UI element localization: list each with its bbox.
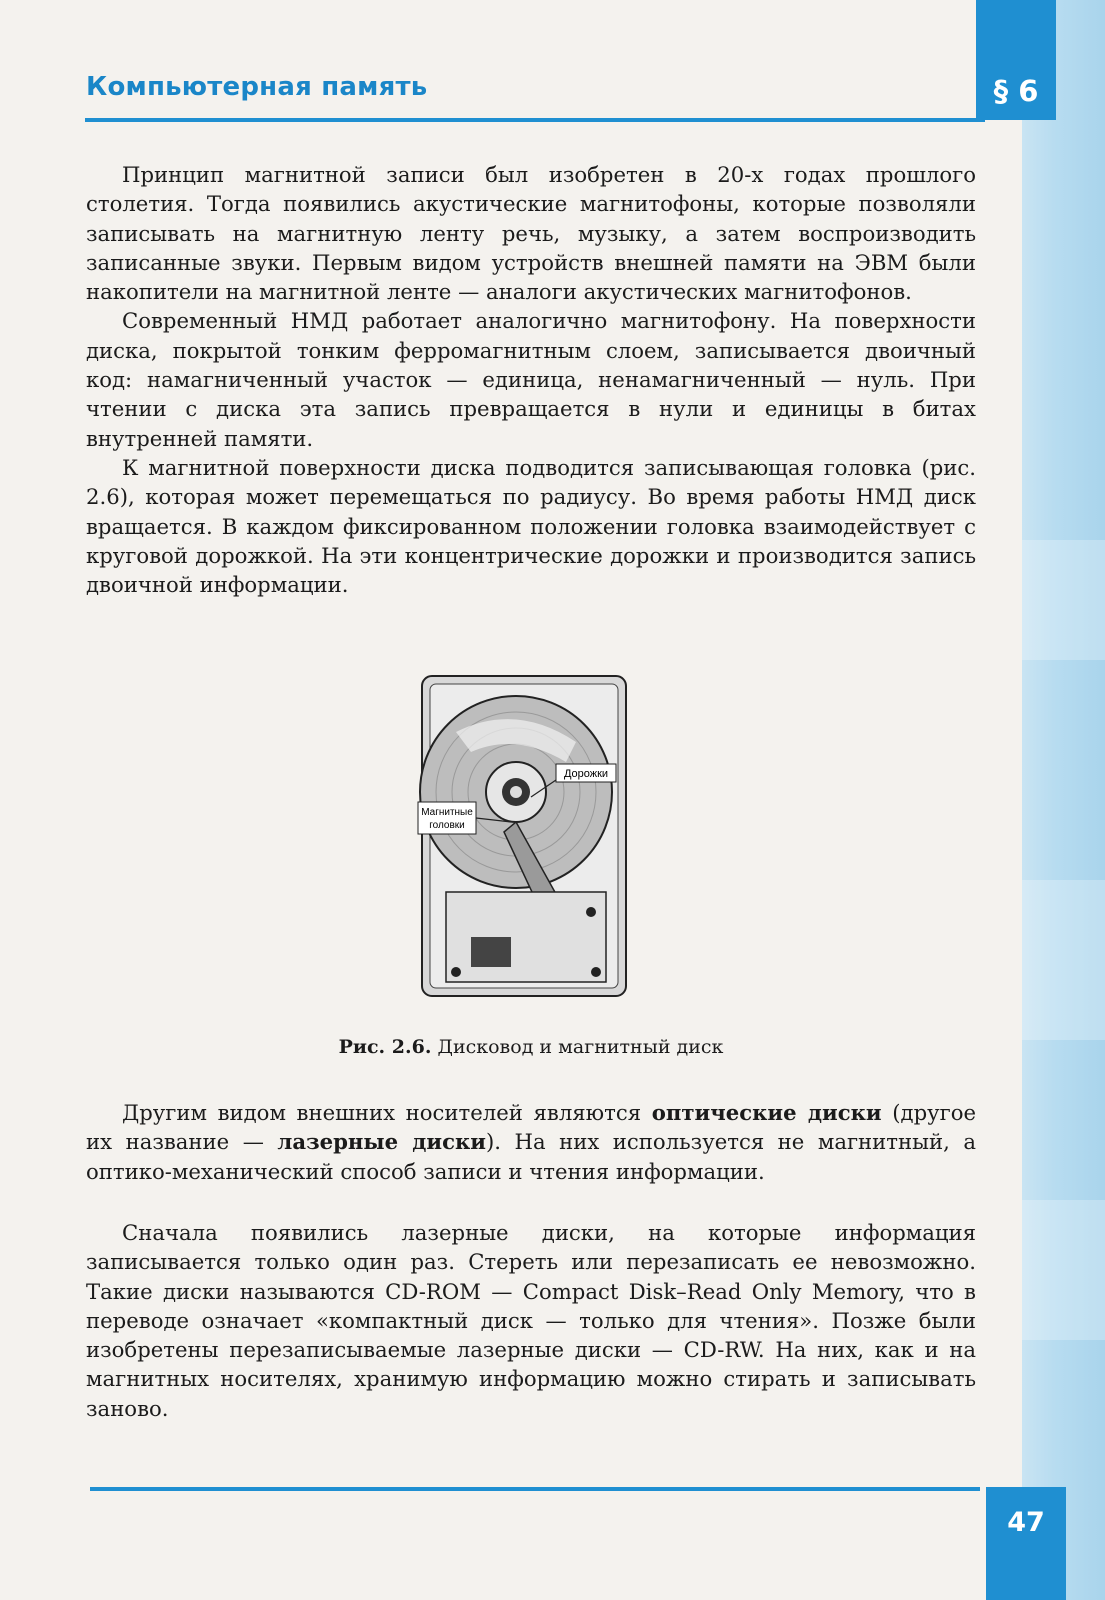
term-optical-disks: оптические диски: [651, 1100, 882, 1125]
side-decor-strip: [1022, 0, 1105, 1600]
paragraph-modern-hdd: Современный НМД работает аналогично магнитофону. На поверхности диска, покрытой тонким ферромагнитным слоем, записывается двоичный код: намагниченный участок — единица, ненамагниченный — нуль. При чтении с диска эта запись превращается в нули и единицы в битах внутренней памяти.: [86, 308, 976, 451]
label-heads-line2: головки: [429, 820, 465, 831]
label-tracks: Дорожки: [563, 768, 609, 780]
hard-drive-figure: [416, 672, 632, 1002]
page-number: 47: [1007, 1507, 1045, 1538]
caption-text: Дисковод и магнитный диск: [431, 1036, 724, 1058]
section-label: § 6: [993, 74, 1039, 108]
text-block-cd: [86, 1218, 976, 1423]
paragraph-magnetic-recording: Принцип магнитной записи был изобретен в 20-х годах прошлого столетия. Тогда появились акустические магнитофоны, которые позволяли записывать на магнитную ленту речь, музыку, а затем воспроизводить записанные звуки. Первым видом устройств внешней памяти на ЭВМ были накопители на магнитной ленте — аналоги акустических магнитофонов.: [86, 162, 976, 305]
text-block-bottom: [86, 1098, 976, 1186]
term-laser-disks: лазерные диски: [277, 1129, 487, 1155]
paragraph-write-head: К магнитной поверхности диска подводится записывающая головка (рис. 2.6), которая может перемещаться по радиусу. Во время работы НМД диск вращается. В каждом фиксированном положении головка взаимодействует с круговой дорожкой. На эти концентрические дорожки и производится запись двоичной информации.: [86, 454, 976, 598]
paragraph-cd-rom: Сначала появились лазерные диски, на которые информация записывается только один раз. Стереть или перезаписать ее невозможно. Такие диски называются CD-ROM — Compact Disk–Read Only Memory, что в переводе означает «компактный диск — только для чтения». Позже были изобретены перезаписываемые лазерные диски — CD-RW. На них, как и на магнитных носителях, хранимую информацию можно стирать и записывать заново.: [86, 1220, 976, 1421]
footer-rule: [90, 1487, 980, 1491]
caption-number: Рис. 2.6.: [338, 1036, 432, 1058]
header-rule: [85, 118, 985, 122]
label-heads-line1: Магнитные: [421, 807, 473, 818]
paragraph-optical-disks: Другим видом внешних носителей являются оптические диски (другое их название — лазерные диски). На них используется не магнитный, а оптико-механический способ записи и чтения информации.: [86, 1100, 976, 1184]
figure-caption: [86, 1036, 976, 1058]
hard-drive-illustration: [416, 672, 632, 1002]
text-block-top: [86, 160, 976, 599]
section-tab: [976, 0, 1056, 120]
page-number-tab: [986, 1487, 1066, 1600]
page-header-title: Компьютерная память: [86, 72, 428, 102]
